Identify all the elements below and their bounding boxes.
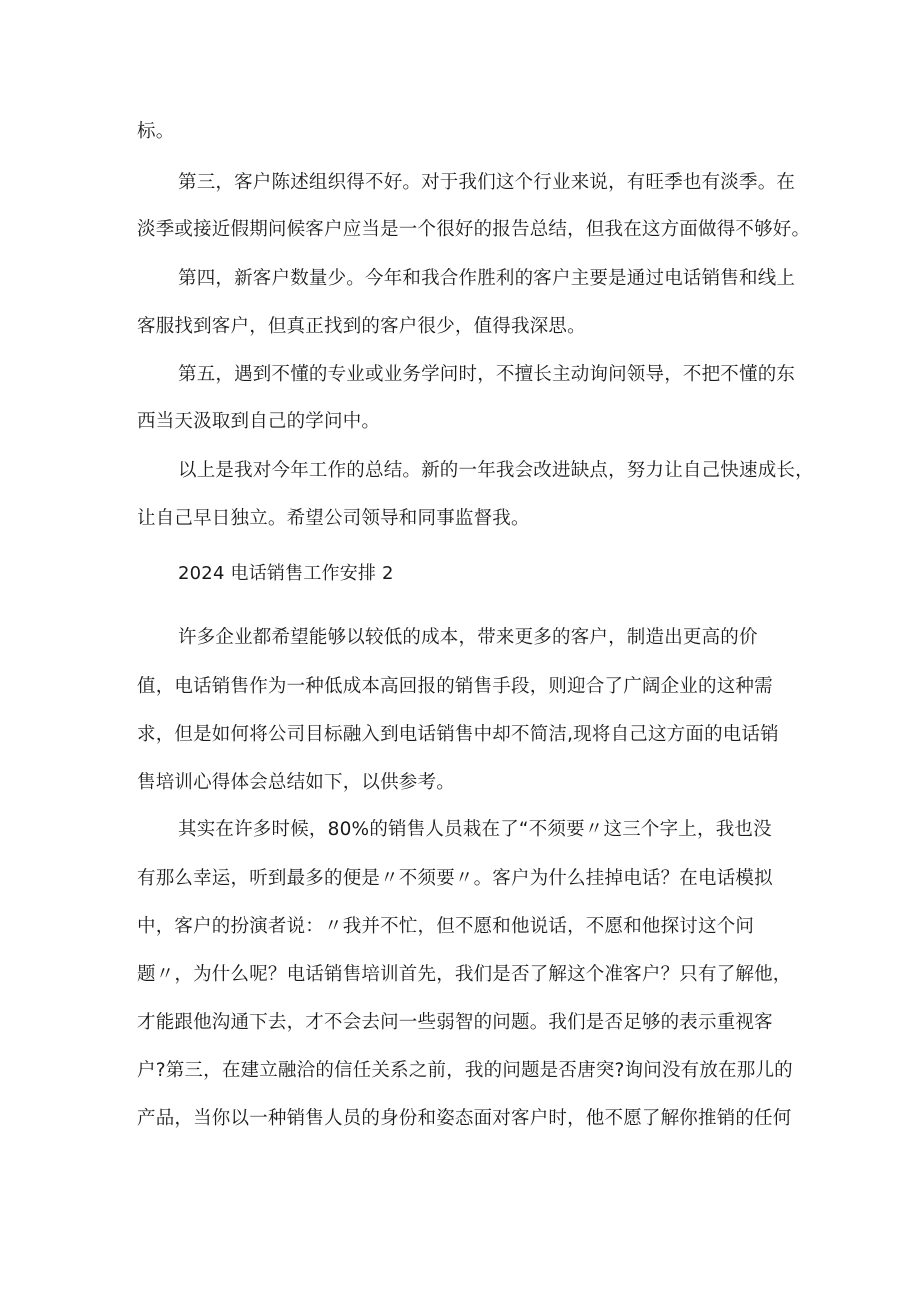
paragraph-line: 户?第三，在建立融洽的信任关系之前，我的问题是否唐突?询问没有放在那儿的 bbox=[137, 1060, 793, 1081]
paragraph-line: 中，客户的扮演者说：〃我并不忙，但不愿和他说话，不愿和他探讨这个问 bbox=[137, 916, 755, 937]
paragraph-line: 淡季或接近假期问候客户应当是一个很好的报告总结，但我在这方面做得不够好。 bbox=[137, 219, 811, 240]
paragraph-line: 才能跟他沟通下去，才不会去问一些弱智的问题。我们是否足够的表示重视客 bbox=[137, 1012, 773, 1033]
paragraph-line: 第五，遇到不懂的专业或业务学问时，不擅长主动询问领导，不把不懂的东 bbox=[178, 364, 796, 385]
paragraph-line: 第三，客户陈述组织得不好。对于我们这个行业来说，有旺季也有淡季。在 bbox=[178, 172, 796, 193]
paragraph-line: 题〃，为什么呢？电话销售培训首先，我们是否了解这个准客户？只有了解他， bbox=[137, 964, 792, 985]
paragraph-line: 许多企业都希望能够以较低的成本，带来更多的客户，制造出更高的价 bbox=[178, 627, 758, 648]
paragraph-line: 第四，新客户数量少。今年和我合作胜利的客户主要是通过电话销售和线上 bbox=[178, 268, 796, 289]
section-heading: 2024 电话销售工作安排 2 bbox=[178, 563, 394, 584]
paragraph-line: 售培训心得体会总结如下，以供参考。 bbox=[137, 772, 455, 793]
paragraph-line: 值，电话销售作为一种低成本高回报的销售手段，则迎合了广阔企业的这种需 bbox=[137, 676, 773, 697]
paragraph-line: 求，但是如何将公司目标融入到电话销售中却不简洁,现将自己这方面的电话销 bbox=[137, 724, 779, 745]
paragraph-line: 客服找到客户，但真正找到的客户很少，值得我深思。 bbox=[137, 316, 586, 337]
paragraph-line: 标。 bbox=[137, 121, 175, 142]
paragraph-line: 西当天汲取到自己的学问中。 bbox=[137, 411, 381, 432]
paragraph-line: 其实在许多时候，80%的销售人员栽在了“不须要〃这三个字上，我也没 bbox=[178, 819, 772, 840]
paragraph-line: 以上是我对今年工作的总结。新的一年我会改进缺点，努力让自己快速成长， bbox=[178, 460, 814, 481]
paragraph-line: 产品，当你以一种销售人员的身份和姿态面对客户时，他不愿了解你推销的任何 bbox=[137, 1108, 792, 1129]
paragraph-line: 让自己早日独立。希望公司领导和同事监督我。 bbox=[137, 508, 530, 529]
paragraph-line: 有那么幸运，听到最多的便是〃不须要〃。客户为什么挂掉电话？在电话模拟 bbox=[137, 868, 773, 889]
